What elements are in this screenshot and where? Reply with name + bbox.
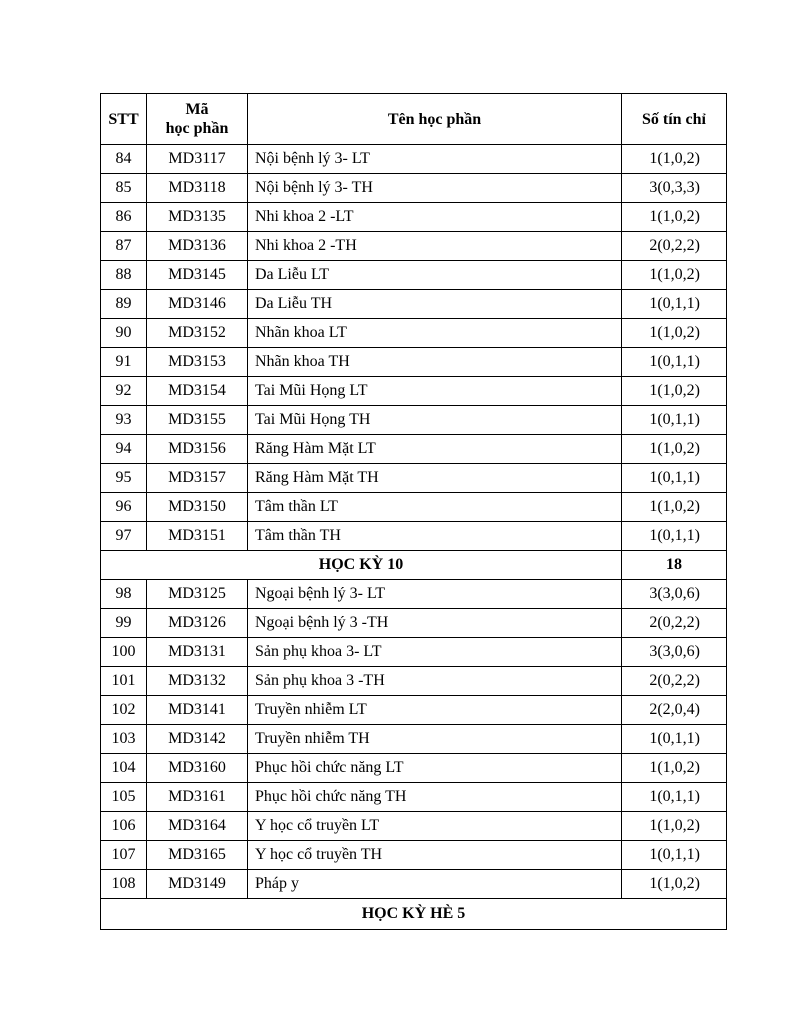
table-row <box>101 406 727 435</box>
row-credits: 1(1,0,2) <box>622 435 727 464</box>
row-stt: 104 <box>101 754 147 783</box>
row-name: Y học cổ truyền LT <box>248 812 622 841</box>
header-name: Tên học phần <box>248 94 622 145</box>
row-code: MD3146 <box>147 290 248 319</box>
row-name: Sản phụ khoa 3- LT <box>248 638 622 667</box>
row-code: MD3153 <box>147 348 248 377</box>
table-row <box>101 725 727 754</box>
semester-10-label: HỌC KỲ 10 <box>101 551 622 580</box>
row-code: MD3152 <box>147 319 248 348</box>
course-table <box>100 93 727 930</box>
row-credits: 2(0,2,2) <box>622 667 727 696</box>
row-code: MD3132 <box>147 667 248 696</box>
header-code-line2: học phần <box>165 120 229 137</box>
row-code: MD3126 <box>147 609 248 638</box>
table-row <box>101 783 727 812</box>
row-name: Ngoại bệnh lý 3 -TH <box>248 609 622 638</box>
row-code: MD3160 <box>147 754 248 783</box>
table-row <box>101 203 727 232</box>
table-row <box>101 754 727 783</box>
row-stt: 90 <box>101 319 147 348</box>
header-code-line1: Mã <box>185 101 209 118</box>
row-stt: 100 <box>101 638 147 667</box>
row-stt: 101 <box>101 667 147 696</box>
row-credits: 3(3,0,6) <box>622 580 727 609</box>
row-credits: 2(2,0,4) <box>622 696 727 725</box>
row-credits: 1(0,1,1) <box>622 783 727 812</box>
table-row <box>101 435 727 464</box>
table-row <box>101 145 727 174</box>
row-stt: 103 <box>101 725 147 754</box>
table-row <box>101 609 727 638</box>
row-credits: 1(0,1,1) <box>622 464 727 493</box>
row-code: MD3154 <box>147 377 248 406</box>
table-row <box>101 319 727 348</box>
row-code: MD3125 <box>147 580 248 609</box>
row-code: MD3165 <box>147 841 248 870</box>
row-credits: 2(0,2,2) <box>622 609 727 638</box>
row-name: Truyền nhiễm LT <box>248 696 622 725</box>
summer-5-row <box>101 899 727 930</box>
table-row <box>101 522 727 551</box>
row-stt: 98 <box>101 580 147 609</box>
table-row <box>101 870 727 899</box>
row-credits: 2(0,2,2) <box>622 232 727 261</box>
table-row <box>101 493 727 522</box>
row-stt: 107 <box>101 841 147 870</box>
summer-5-label: HỌC KỲ HÈ 5 <box>101 899 727 930</box>
row-code: MD3135 <box>147 203 248 232</box>
row-credits: 1(0,1,1) <box>622 406 727 435</box>
row-stt: 95 <box>101 464 147 493</box>
row-stt: 99 <box>101 609 147 638</box>
row-stt: 91 <box>101 348 147 377</box>
row-stt: 102 <box>101 696 147 725</box>
table-row <box>101 638 727 667</box>
row-credits: 1(1,0,2) <box>622 870 727 899</box>
row-stt: 94 <box>101 435 147 464</box>
row-name: Răng Hàm Mặt LT <box>248 435 622 464</box>
row-name: Tâm thần TH <box>248 522 622 551</box>
header-row <box>101 94 727 145</box>
row-stt: 93 <box>101 406 147 435</box>
row-code: MD3136 <box>147 232 248 261</box>
table-row <box>101 261 727 290</box>
row-credits: 1(0,1,1) <box>622 348 727 377</box>
row-code: MD3118 <box>147 174 248 203</box>
row-code: MD3131 <box>147 638 248 667</box>
table-row <box>101 464 727 493</box>
row-name: Tai Mũi Họng TH <box>248 406 622 435</box>
row-stt: 108 <box>101 870 147 899</box>
row-name: Răng Hàm Mặt TH <box>248 464 622 493</box>
rows-group-a <box>101 145 727 551</box>
row-credits: 1(1,0,2) <box>622 145 727 174</box>
row-credits: 1(1,0,2) <box>622 203 727 232</box>
row-name: Nội bệnh lý 3- LT <box>248 145 622 174</box>
table-row <box>101 580 727 609</box>
row-stt: 88 <box>101 261 147 290</box>
row-name: Da Liễu TH <box>248 290 622 319</box>
row-code: MD3157 <box>147 464 248 493</box>
row-name: Ngoại bệnh lý 3- LT <box>248 580 622 609</box>
row-stt: 105 <box>101 783 147 812</box>
row-code: MD3161 <box>147 783 248 812</box>
row-name: Phục hồi chức năng TH <box>248 783 622 812</box>
table-row <box>101 841 727 870</box>
row-name: Nhãn khoa LT <box>248 319 622 348</box>
table-row <box>101 377 727 406</box>
row-name: Truyền nhiễm TH <box>248 725 622 754</box>
row-code: MD3164 <box>147 812 248 841</box>
row-code: MD3151 <box>147 522 248 551</box>
row-stt: 106 <box>101 812 147 841</box>
row-stt: 85 <box>101 174 147 203</box>
row-stt: 92 <box>101 377 147 406</box>
row-credits: 1(1,0,2) <box>622 493 727 522</box>
row-stt: 97 <box>101 522 147 551</box>
rows-group-b <box>101 580 727 899</box>
semester-10-credits: 18 <box>622 551 727 580</box>
row-code: MD3142 <box>147 725 248 754</box>
row-credits: 1(1,0,2) <box>622 377 727 406</box>
table-row <box>101 696 727 725</box>
row-name: Y học cổ truyền TH <box>248 841 622 870</box>
table-row <box>101 174 727 203</box>
table-row <box>101 667 727 696</box>
row-stt: 89 <box>101 290 147 319</box>
row-code: MD3155 <box>147 406 248 435</box>
row-code: MD3117 <box>147 145 248 174</box>
table-row <box>101 232 727 261</box>
row-credits: 1(0,1,1) <box>622 841 727 870</box>
row-credits: 3(3,0,6) <box>622 638 727 667</box>
header-code <box>147 94 248 145</box>
row-name: Tâm thần LT <box>248 493 622 522</box>
row-name: Pháp y <box>248 870 622 899</box>
row-name: Da Liễu LT <box>248 261 622 290</box>
row-credits: 1(1,0,2) <box>622 319 727 348</box>
row-name: Nhãn khoa TH <box>248 348 622 377</box>
row-credits: 1(0,1,1) <box>622 290 727 319</box>
row-credits: 1(1,0,2) <box>622 261 727 290</box>
header-credits: Số tín chỉ <box>622 94 727 145</box>
row-stt: 86 <box>101 203 147 232</box>
row-name: Nhi khoa 2 -LT <box>248 203 622 232</box>
row-credits: 1(0,1,1) <box>622 725 727 754</box>
row-code: MD3141 <box>147 696 248 725</box>
table-row <box>101 290 727 319</box>
row-code: MD3156 <box>147 435 248 464</box>
row-name: Sản phụ khoa 3 -TH <box>248 667 622 696</box>
row-name: Nội bệnh lý 3- TH <box>248 174 622 203</box>
row-credits: 1(1,0,2) <box>622 754 727 783</box>
row-code: MD3150 <box>147 493 248 522</box>
semester-10-row <box>101 551 727 580</box>
row-credits: 3(0,3,3) <box>622 174 727 203</box>
row-credits: 1(0,1,1) <box>622 522 727 551</box>
table-row <box>101 348 727 377</box>
row-stt: 87 <box>101 232 147 261</box>
header-stt: STT <box>101 94 147 145</box>
row-credits: 1(1,0,2) <box>622 812 727 841</box>
table-row <box>101 812 727 841</box>
row-name: Nhi khoa 2 -TH <box>248 232 622 261</box>
row-name: Phục hồi chức năng LT <box>248 754 622 783</box>
row-code: MD3149 <box>147 870 248 899</box>
row-stt: 96 <box>101 493 147 522</box>
row-stt: 84 <box>101 145 147 174</box>
row-name: Tai Mũi Họng LT <box>248 377 622 406</box>
row-code: MD3145 <box>147 261 248 290</box>
